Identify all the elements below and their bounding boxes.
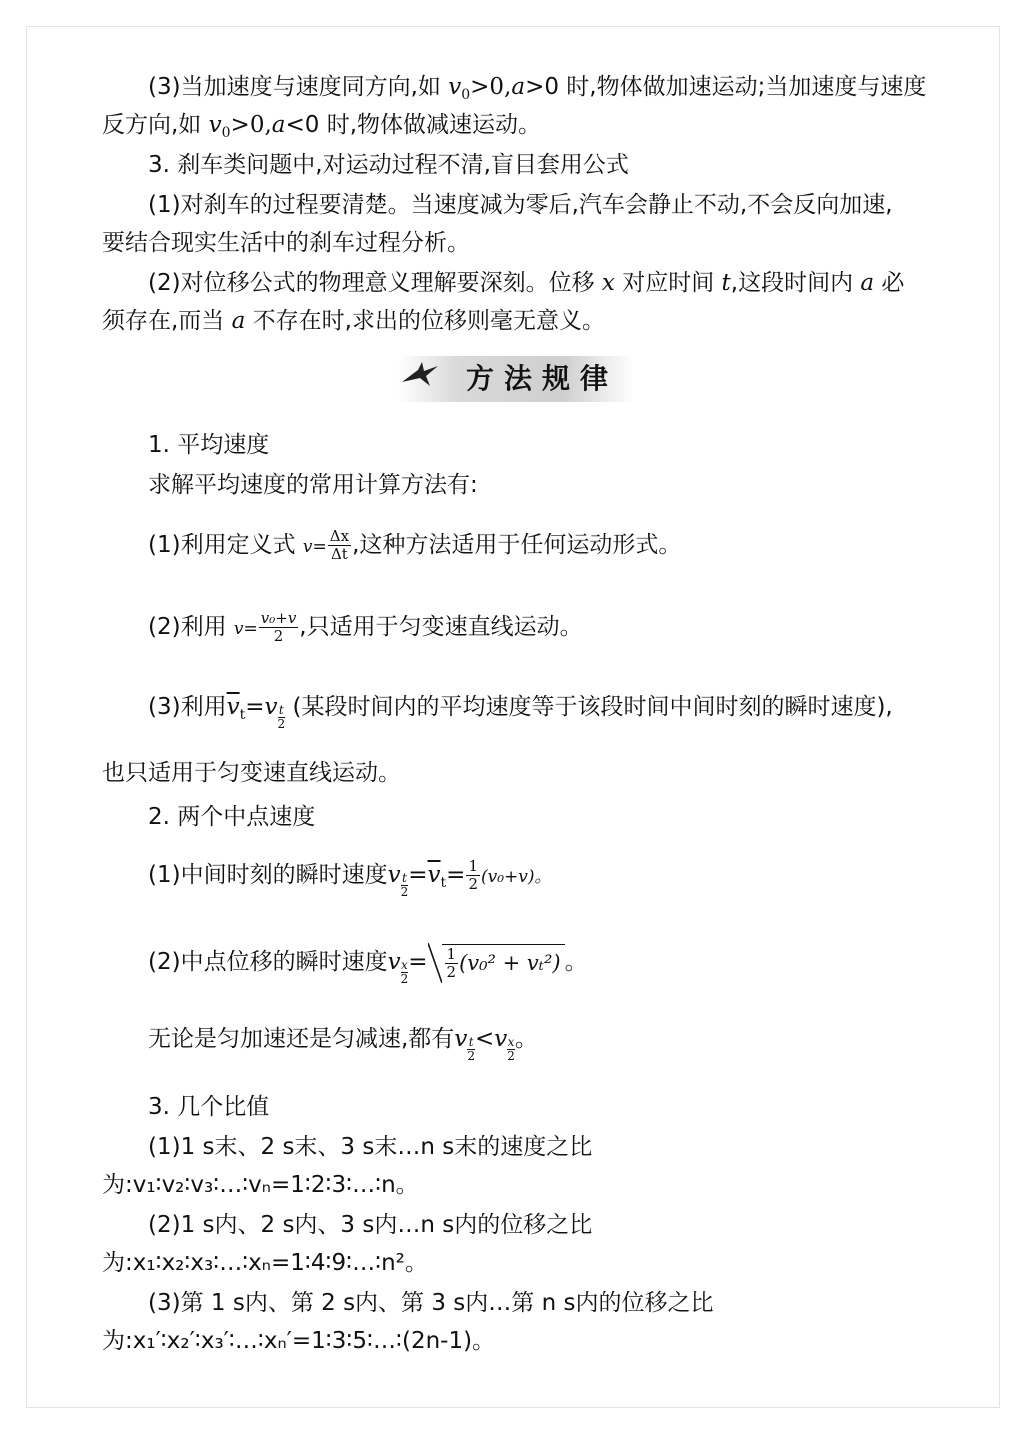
fraction-numerator: x (507, 1035, 515, 1049)
ratio-2-result: 为:x₁∶x₂∶x₃∶…∶xₙ=1∶4∶9∶…∶n²。 (102, 1250, 428, 1276)
formula-v-eq: v= (302, 537, 327, 557)
fraction-denominator: 2 (400, 972, 409, 986)
midpoint-compare (148, 1024, 538, 1063)
method-3-label: (3)利用 (148, 694, 227, 720)
fraction-numerator: v₀+v (260, 609, 297, 627)
line-7-text: 须存在,而当 (102, 308, 225, 334)
var-x: x (601, 270, 615, 296)
line-2-tail: <0 时,物体做减速运动。 (285, 112, 542, 138)
sub-t: t (239, 707, 246, 723)
fraction-denominator: Δt (330, 545, 348, 563)
text-line-2 (102, 110, 541, 148)
fraction-1-2 (445, 946, 459, 981)
ratio-1-result: 为:v₁∶v₂∶v₃∶…∶vₙ=1∶2∶3∶…∶n。 (102, 1172, 419, 1198)
sub-0: 0 (461, 87, 471, 103)
method-heading-1: 1. 平均速度 (148, 432, 270, 458)
fraction-numerator: t (468, 1035, 474, 1049)
text-line-5: 要结合现实生活中的刹车过程分析。 (102, 230, 470, 256)
fraction-numerator: 1 (446, 945, 457, 963)
formula-v-eq: v= (233, 619, 258, 639)
banner-title: 方法规律 (466, 362, 619, 395)
formula-expression: (v₀+v)。 (480, 867, 552, 887)
sub-fraction-t-2 (467, 1036, 475, 1063)
line-2-cmp: >0, (230, 112, 272, 138)
method-2-text: ,只适用于匀变速直线运动。 (299, 614, 583, 640)
period: 。 (564, 949, 588, 975)
line-1-cmp: >0, (470, 74, 512, 100)
formula-v: v (264, 694, 278, 720)
var-a: a (231, 308, 246, 334)
method-1-text: ,这种方法适用于任何运动形式。 (352, 532, 682, 558)
midpoint-2 (148, 944, 588, 986)
line-7-text-b: 不存在时,求出的位移则毫无意义。 (252, 308, 605, 334)
midpoint-1 (148, 858, 552, 899)
formula-vbar: $\overline{v}$ (427, 862, 441, 888)
method-heading-3: 3. 几个比值 (148, 1094, 270, 1120)
formula-v: v (494, 1026, 508, 1052)
sqrt-expression (442, 944, 565, 981)
line-1-text: (3)当加速度与速度同方向,如 (148, 74, 441, 100)
formula-v: v (387, 862, 401, 888)
formula-vbar: $\overline{v}$ (226, 694, 240, 720)
fraction-denominator: 2 (507, 1049, 515, 1063)
fraction-numerator: 1 (468, 857, 478, 875)
text-line-1 (148, 72, 926, 110)
fraction-denominator: 2 (468, 875, 478, 893)
sub-fraction-t-2 (278, 704, 286, 731)
period: 。 (514, 1026, 538, 1052)
fraction-denominator: 2 (273, 627, 284, 645)
fraction-dx-dt (328, 528, 351, 563)
formula-v: v (387, 949, 401, 975)
fraction-denominator: 2 (467, 1049, 475, 1063)
line-6-text-c: ,这段时间内 (730, 270, 854, 296)
fraction-v0-v (259, 610, 299, 645)
formula-lt: < (474, 1026, 495, 1052)
midpoint-2-label: (2)中点位移的瞬时速度 (148, 949, 388, 975)
heading-3: 3. 刹车类问题中,对运动过程不清,盲目套用公式 (148, 152, 629, 178)
formula-eq: = (446, 862, 466, 888)
fraction-numerator: t (278, 703, 284, 717)
compare-label: 无论是匀加速还是匀减速,都有 (148, 1026, 455, 1052)
var-v: v (448, 74, 462, 100)
fraction-denominator: 2 (446, 963, 457, 981)
formula-eq: = (408, 949, 428, 975)
sub-0: 0 (221, 125, 231, 141)
formula-eq: = (245, 694, 265, 720)
text-line-7 (102, 306, 605, 336)
text-line-6 (148, 268, 904, 298)
ratio-3: (3)第 1 s内、第 2 s内、第 3 s内…第 n s内的位移之比 (148, 1290, 714, 1316)
text-line-4: (1)对刹车的过程要清楚。当速度减为零后,汽车会静止不动,不会反向加速, (148, 192, 893, 218)
ratio-2: (2)1 s内、2 s内、3 s内…n s内的位移之比 (148, 1212, 593, 1238)
ratio-3-result: 为:x₁′∶x₂′∶x₃′∶…∶xₙ′=1∶3∶5∶…∶(2n-1)。 (102, 1328, 496, 1354)
bird-icon (400, 360, 440, 388)
method-heading-2: 2. 两个中点速度 (148, 804, 316, 830)
method-intro: 求解平均速度的常用计算方法有: (148, 472, 478, 498)
ratio-1: (1)1 s末、2 s末、3 s末…n s末的速度之比 (148, 1134, 593, 1160)
method-3-cont: 也只适用于匀变速直线运动。 (102, 760, 401, 786)
fraction-numerator: Δx (329, 527, 350, 545)
formula-eq: = (408, 862, 428, 888)
method-2-label: (2)利用 (148, 614, 227, 640)
var-a: a (271, 112, 286, 138)
line-6-text-b: 对应时间 (622, 270, 715, 296)
midpoint-1-label: (1)中间时刻的瞬时速度 (148, 862, 388, 888)
formula-v: v (454, 1026, 468, 1052)
fraction-1-2 (466, 858, 480, 893)
method-1 (148, 528, 681, 563)
line-2-text: 反方向,如 (102, 112, 202, 138)
line-1-tail: >0 时,物体做加速运动;当加速度与速度 (525, 74, 927, 100)
fraction-numerator: x (401, 958, 408, 972)
fraction-numerator: t (402, 871, 407, 885)
sub-t: t (440, 875, 447, 891)
var-t: t (721, 270, 731, 296)
method-1-label: (1)利用定义式 (148, 532, 296, 558)
var-a: a (860, 270, 875, 296)
line-6-text-d: 必 (881, 270, 905, 296)
method-3-text: (某段时间内的平均速度等于该段时间中间时刻的瞬时速度), (292, 694, 893, 720)
line-6-text: (2)对位移公式的物理意义理解要深刻。位移 (148, 270, 595, 296)
fraction-denominator: 2 (277, 717, 286, 731)
var-v: v (208, 112, 222, 138)
var-a: a (511, 74, 526, 100)
method-2 (148, 610, 583, 645)
sub-fraction-x-2 (507, 1036, 515, 1063)
fraction-denominator: 2 (400, 885, 409, 899)
method-3 (148, 692, 893, 731)
formula-expression: (v₀² + vₜ²) (459, 951, 561, 975)
